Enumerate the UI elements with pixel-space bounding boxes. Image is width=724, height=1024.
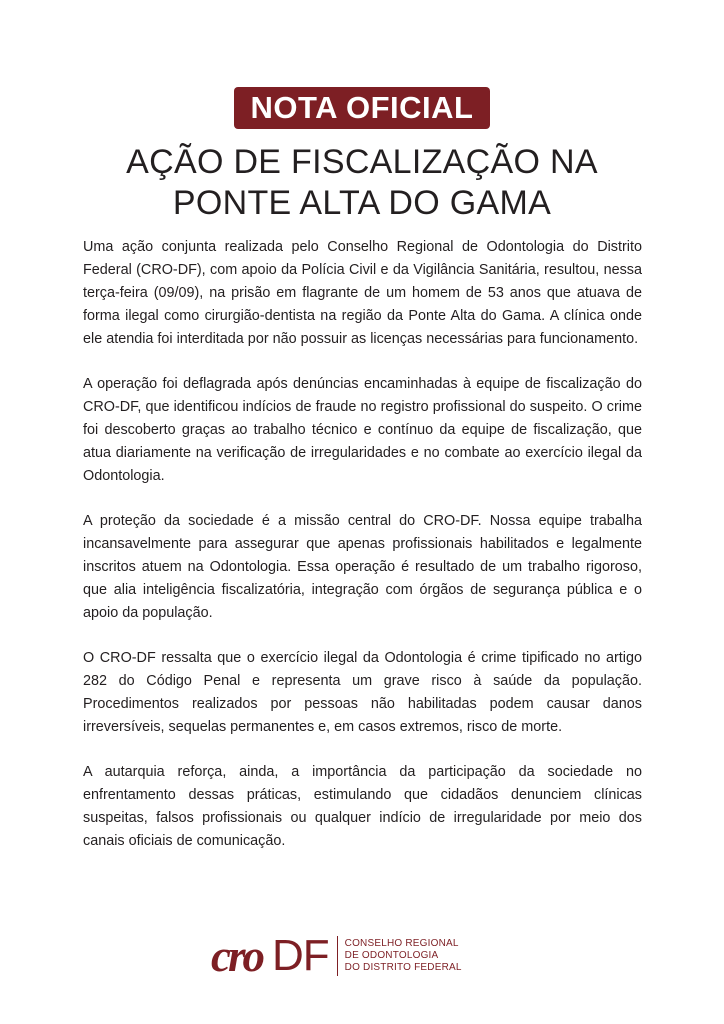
official-note-badge: NOTA OFICIAL (234, 87, 491, 129)
logo-divider (337, 936, 338, 976)
paragraph-5: A autarquia reforça, ainda, a importância da participação da sociedade no enfrentamento dessas práticas, estimulando que cidadãos denunciem clínicas suspeitas, falsos profissionais ou qualquer indício de irregularidade por meio dos canais oficiais de comunicação. (83, 764, 642, 849)
caption-line-2: DE ODONTOLOGIA (344, 950, 439, 961)
paragraph-3: A proteção da sociedade é a missão central do CRO-DF. Nossa equipe trabalha incansavelmente para assegurar que apenas profissionais habilitados e legalmente inscritos atuem na Odontologia. Essa operação é resultado de um trabalho rigoroso, que alia inteligência fiscalizatória, integração com órgãos de segurança pública e o apoio da população. (83, 513, 642, 621)
caption-line-1: CONSELHO REGIONAL (344, 938, 459, 949)
caption-line-3: DO DISTRITO FEDERAL (344, 962, 462, 973)
page-title (40, 142, 684, 224)
logo-df-text: DF (272, 931, 329, 980)
paragraph-4: O CRO-DF ressalta que o exercício ilegal da Odontologia é crime tipificado no artigo 282 do Código Penal e representa um grave risco à saúde da população. Procedimentos realizados por pessoas não habilitadas podem causar danos irreversíveis, sequelas permanentes e, em casos extremos, risco de morte. (83, 650, 642, 735)
paragraph-2: A operação foi deflagrada após denúncias encaminhadas à equipe de fiscalização do CRO-DF, que identificou indícios de fraude no registro profissional do suspeito. O crime foi descoberto graças ao trabalho técnico e contínuo da equipe de fiscalização, que atua diariamente na verificação de irregularidades e no combate ao exercício ilegal da Odontologia. (83, 376, 642, 484)
logo-caption (345, 938, 462, 974)
title-line-1: AÇÃO DE FISCALIZAÇÃO NA (126, 143, 598, 181)
badge-container (0, 87, 724, 129)
cro-logo-mark: cro (211, 931, 262, 981)
article-body (83, 236, 642, 875)
cro-df-logo (211, 931, 462, 981)
title-line-2: PONTE ALTA DO GAMA (172, 184, 552, 222)
paragraph-1: Uma ação conjunta realizada pelo Conselho Regional de Odontologia do Distrito Federal (CRO-DF), com apoio da Polícia Civil e da Vigilância Sanitária, resultou, nessa terça-feira (09/09), na prisão em flagrante de um homem de 53 anos que atuava de forma ilegal como cirurgião-dentista na região da Ponte Alta do Gama. A clínica onde ele atendia foi interditada por não possuir as licenças necessárias para funcionamento. (83, 239, 642, 347)
